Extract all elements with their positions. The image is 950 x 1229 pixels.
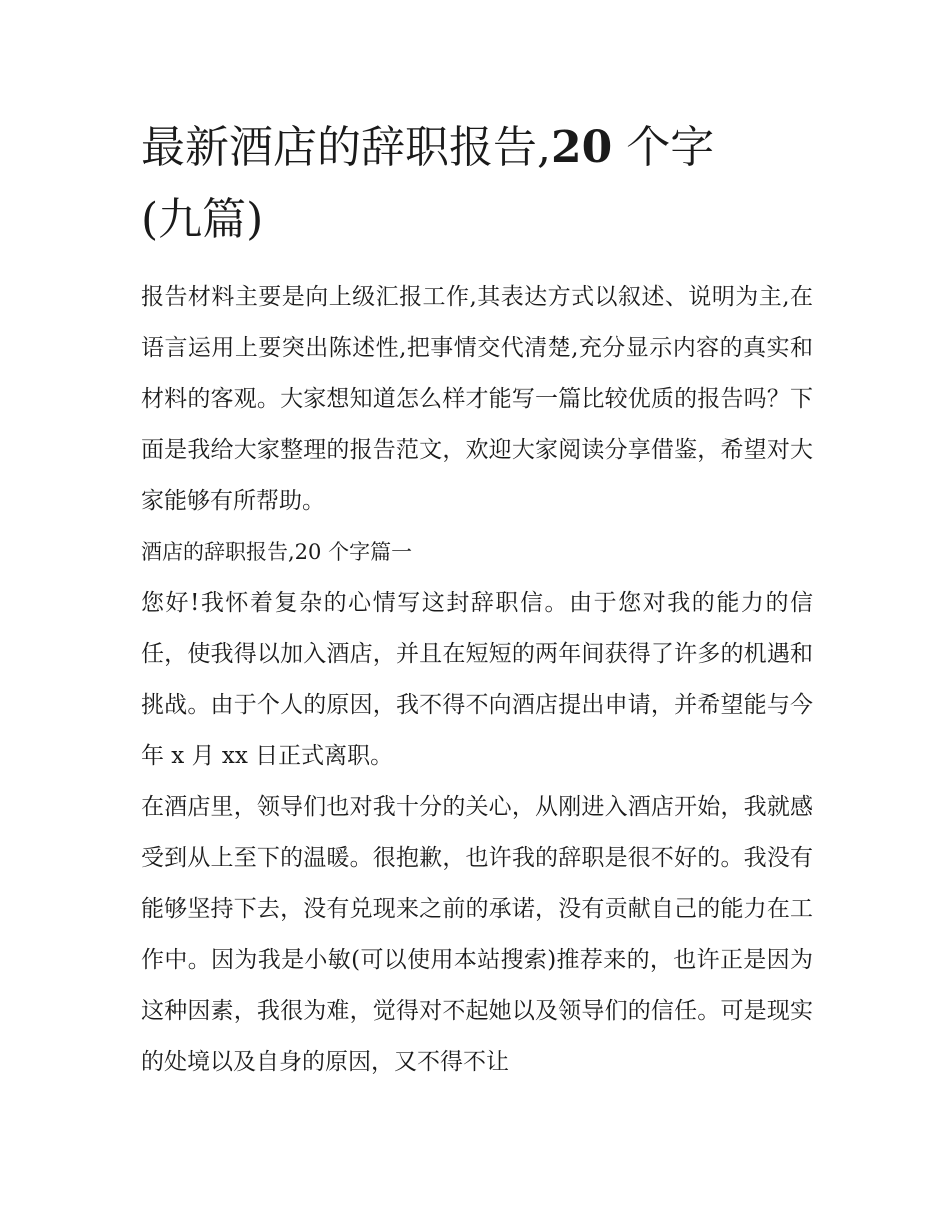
document-content xyxy=(141,112,813,1088)
section-heading: 酒店的辞职报告,20 个字篇一 xyxy=(141,540,413,564)
title-number: 20 xyxy=(551,122,613,173)
body-paragraph-1: 您好!我怀着复杂的心情写这封辞职信。由于您对我的能力的信任，使我得以加入酒店，并且在短短的两年间获得了许多的机遇和挑战。由于个人的原因，我不得不向酒店提出申请，并希望能与今年 x 月 xx 日正式离职。 xyxy=(141,590,813,769)
body-paragraph-2: 在酒店里，领导们也对我十分的关心，从刚进入酒店开始，我就感受到从上至下的温暖。很抱歉，也许我的辞职是很不好的。我没有能够坚持下去，没有兑现来之前的承诺，没有贡献自己的能力在工作中。因为我是小敏(可以使用本站搜索)推荐来的，也许正是因为这种因素，我很为难，觉得对不起她以及领导们的信任。可是现实的处境以及自身的原因，又不得不让 xyxy=(141,794,813,1075)
title-text-part1: 最新酒店的辞职报告, xyxy=(141,122,551,173)
document-title xyxy=(141,112,813,256)
title-text-part2: 个字 xyxy=(612,122,715,173)
title-text-line2: (九篇) xyxy=(141,194,264,245)
intro-paragraph: 报告材料主要是向上级汇报工作,其表达方式以叙述、说明为主,在语言运用上要突出陈述性,把事情交代清楚,充分显示内容的真实和材料的客观。大家想知道怎么样才能写一篇比较优质的报告吗？下面是我给大家整理的报告范文，欢迎大家阅读分享借鉴，希望对大家能够有所帮助。 xyxy=(141,284,813,514)
